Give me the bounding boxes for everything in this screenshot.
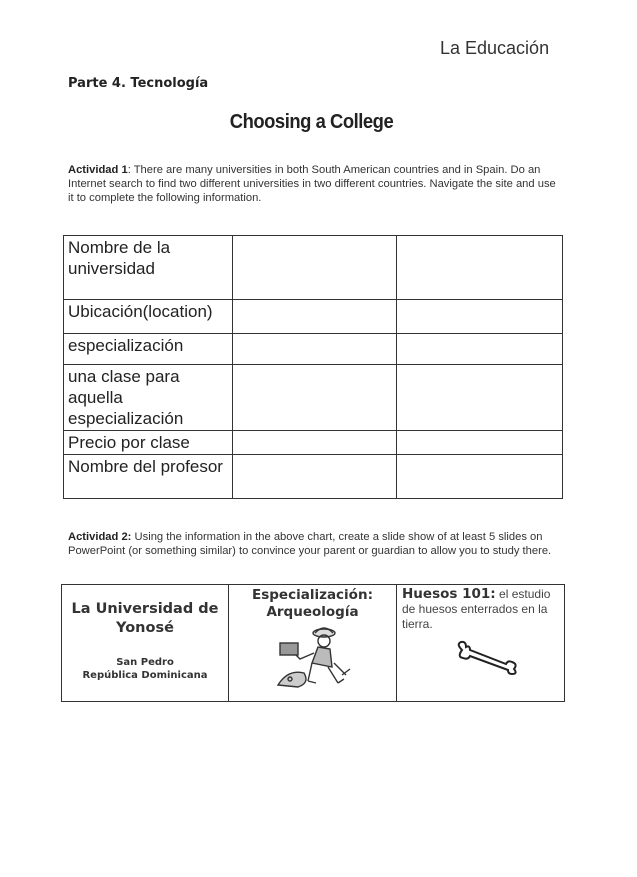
table-row bbox=[62, 585, 565, 702]
row-label-clase: una clase para aquella especialización bbox=[64, 365, 233, 431]
activity-1-instructions bbox=[68, 163, 558, 205]
blank-cell-university-1[interactable] bbox=[233, 334, 397, 365]
blank-cell-university-2[interactable] bbox=[397, 334, 563, 365]
row-label-profesor: Nombre del profesor bbox=[64, 455, 233, 499]
class-cell bbox=[397, 585, 565, 702]
archaeologist-icon bbox=[268, 623, 358, 693]
table-row bbox=[64, 334, 563, 365]
table-row bbox=[64, 455, 563, 499]
table-row bbox=[64, 236, 563, 300]
specialization-value: Arqueología bbox=[266, 604, 359, 620]
research-chart bbox=[63, 235, 563, 499]
part-heading: Parte 4. Tecnología bbox=[68, 76, 209, 91]
blank-cell-university-2[interactable] bbox=[397, 431, 563, 455]
page-title: Choosing a College bbox=[229, 111, 394, 133]
specialization-label: Especialización: bbox=[252, 587, 373, 603]
activity-2-label: Actividad 2: bbox=[68, 531, 132, 543]
university-location bbox=[62, 656, 228, 682]
table-row bbox=[64, 431, 563, 455]
university-country: República Dominicana bbox=[82, 670, 208, 681]
blank-cell-university-1[interactable] bbox=[233, 455, 397, 499]
blank-cell-university-1[interactable] bbox=[233, 300, 397, 334]
specialization-heading bbox=[229, 587, 396, 621]
specialization-cell bbox=[229, 585, 397, 702]
row-label-nombre-universidad: Nombre de la universidad bbox=[64, 236, 233, 300]
blank-cell-university-2[interactable] bbox=[397, 236, 563, 300]
class-description bbox=[397, 585, 564, 634]
class-name: Huesos 101: bbox=[402, 586, 496, 602]
activity-1-text: : There are many universities in both South American countries and in Spain. Do an Internet search to find two different universities in two different countries. Navigate the site and use it to complete the following information. bbox=[68, 164, 556, 204]
row-label-precio: Precio por clase bbox=[64, 431, 233, 455]
blank-cell-university-1[interactable] bbox=[233, 236, 397, 300]
blank-cell-university-2[interactable] bbox=[397, 455, 563, 499]
university-name: La Universidad de Yonosé bbox=[71, 601, 219, 636]
table-row bbox=[64, 300, 563, 334]
blank-cell-university-1[interactable] bbox=[233, 431, 397, 455]
row-label-ubicacion: Ubicación(location) bbox=[64, 300, 233, 334]
university-cell bbox=[62, 585, 229, 702]
activity-1-label: Actividad 1 bbox=[68, 164, 128, 176]
activity-2-text: Using the information in the above chart, create a slide show of at least 5 slides on PowerPoint (or something similar) to convince your parent or guardian to allow you to study there. bbox=[68, 531, 552, 557]
blank-cell-university-1[interactable] bbox=[233, 365, 397, 431]
university-city: San Pedro bbox=[116, 657, 174, 668]
document-header: La Educación bbox=[440, 38, 550, 58]
table-row bbox=[64, 365, 563, 431]
row-label-especializacion: especialización bbox=[64, 334, 233, 365]
blank-cell-university-2[interactable] bbox=[397, 365, 563, 431]
example-slide-table bbox=[61, 584, 565, 702]
class-desc: el estudio de huesos enterrados en la tierra. bbox=[402, 587, 551, 631]
activity-2-instructions bbox=[68, 530, 558, 558]
blank-cell-university-2[interactable] bbox=[397, 300, 563, 334]
bone-icon bbox=[452, 640, 522, 676]
